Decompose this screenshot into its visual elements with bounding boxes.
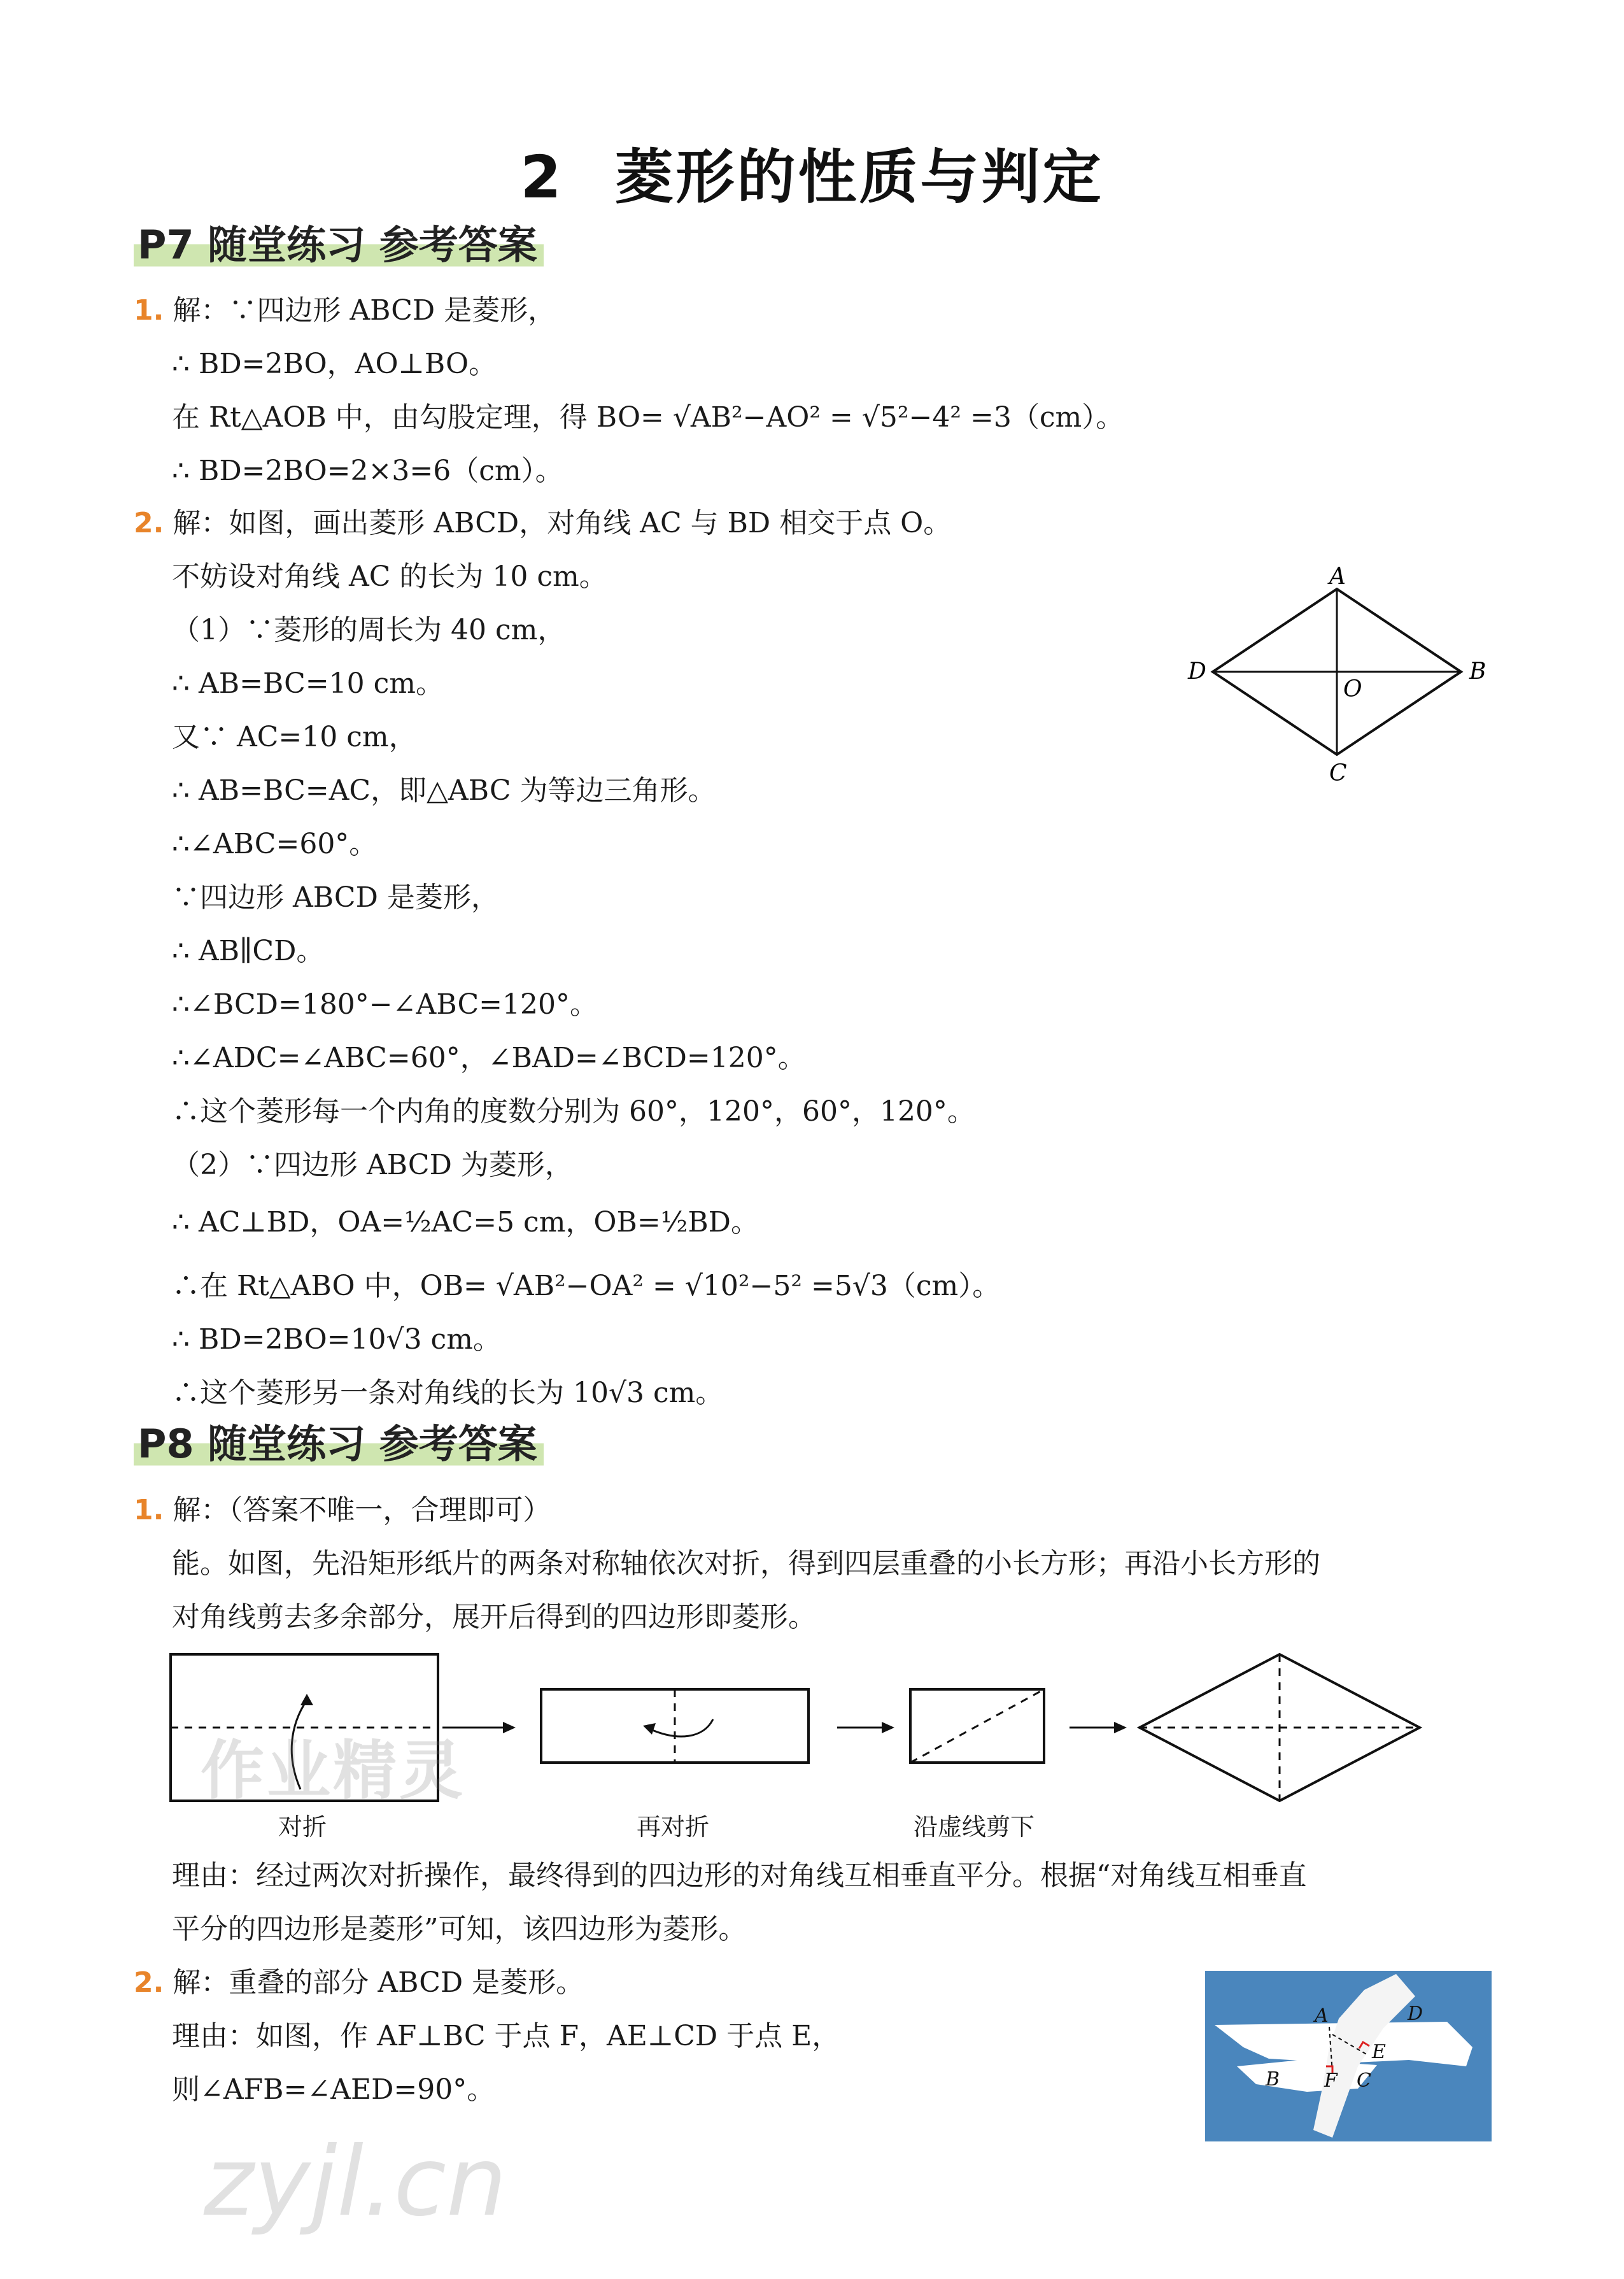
p7-q2-line-13: （2）∵四边形 ABCD 为菱形，	[172, 1149, 573, 1181]
p7-q1-line-4: ∴ BD=2BO=2×3=6（cm）。	[172, 455, 563, 487]
label-c: C	[1329, 760, 1347, 783]
p7-q2-line-7: ∴∠ABC=60°。	[172, 828, 378, 860]
section-heading-p8: P8 随堂练习 参考答案	[134, 1419, 544, 1470]
p7-q2-line-9: ∴ AB∥CD。	[172, 935, 325, 967]
fold-arrow-icon	[649, 1719, 713, 1736]
question-number: 1.	[134, 294, 164, 327]
photo-label-d: D	[1408, 2003, 1423, 2025]
p8-q2-line-2: 理由：如图，作 AF⊥BC 于点 F，AE⊥CD 于点 E，	[172, 2020, 840, 2052]
photo-label-e: E	[1372, 2041, 1386, 2063]
p7-q2-line-2: 不妨设对角线 AC 的长为 10 cm。	[172, 560, 607, 593]
photo-label-b: B	[1266, 2068, 1280, 2091]
arrow-head-icon	[300, 1694, 313, 1705]
title-text: 菱形的性质与判定	[614, 143, 1104, 211]
p7-q2-line-4: ∴ AB=BC=10 cm。	[172, 667, 444, 700]
p7-q2-line-10: ∴∠BCD=180°−∠ABC=120°。	[172, 988, 598, 1021]
label-b: B	[1469, 658, 1486, 685]
p8-q1-line-1: 1. 解：（答案不唯一，合理即可）	[134, 1494, 551, 1526]
p7-q2-line-16: ∴ BD=2BO=10√3 cm。	[172, 1323, 501, 1356]
label-o: O	[1343, 676, 1362, 702]
p7-q2-line-11: ∴∠ADC=∠ABC=60°，∠BAD=∠BCD=120°。	[172, 1042, 806, 1074]
page-title	[0, 131, 1624, 215]
watermark-middle: 作业精灵	[201, 1733, 465, 1808]
arrow-head-icon	[643, 1723, 656, 1735]
p8-q2-line-1: 2. 解：重叠的部分 ABCD 是菱形。	[134, 1966, 584, 1999]
overlap-strips-photo	[1205, 1971, 1492, 2141]
step-label-cut: 沿虚线剪下	[914, 1813, 1035, 1841]
p7-q2-line-14: ∴ AC⊥BD，OA=½AC=5 cm，OB=½BD。	[172, 1206, 759, 1239]
p7-q2-line-3: （1）∵菱形的周长为 40 cm，	[172, 614, 566, 646]
p8-q1-reason-2: 平分的四边形是菱形”可知，该四边形为菱形。	[172, 1913, 747, 1945]
section-heading-p7: P7 随堂练习 参考答案	[134, 220, 544, 271]
p7-q2-line-6: ∴ AB=BC=AC，即△ABC 为等边三角形。	[172, 774, 716, 807]
question-number: 2.	[134, 1966, 164, 1999]
step-label-fold-again: 再对折	[637, 1813, 710, 1841]
photo-label-a: A	[1315, 2005, 1329, 2027]
p7-q2-line-12: ∴这个菱形每一个内角的度数分别为 60°，120°，60°，120°。	[172, 1095, 975, 1128]
title-number: 2	[520, 143, 564, 211]
label-d: D	[1188, 658, 1206, 685]
p7-q1-line-2: ∴ BD=2BO，AO⊥BO。	[172, 348, 497, 380]
p7-q2-line-17: ∴这个菱形另一条对角线的长为 10√3 cm。	[172, 1377, 724, 1409]
p7-q2-line-8: ∵四边形 ABCD 是菱形，	[172, 881, 499, 914]
p7-q1-line-3: 在 Rt△AOB 中，由勾股定理，得 BO= √AB²−AO² = √5²−4² =3（cm）。	[172, 401, 1124, 434]
p7-q2-line-1: 2. 解：如图，画出菱形 ABCD，对角线 AC 与 BD 相交于点 O。	[134, 507, 952, 539]
p7-q1-line-1: 1. 解：∵四边形 ABCD 是菱形，	[134, 294, 556, 327]
watermark-bottom: zyjl.cn	[204, 2127, 507, 2238]
p8-q1-line-3: 对角线剪去多余部分，展开后得到的四边形即菱形。	[172, 1601, 816, 1633]
p8-q2-line-3: 则∠AFB=∠AED=90°。	[172, 2073, 495, 2106]
question-number: 2.	[134, 507, 164, 539]
arrow-head-icon	[882, 1722, 894, 1733]
p7-q2-line-5: 又∵ AC=10 cm，	[172, 721, 417, 753]
cut-line	[910, 1689, 1044, 1763]
label-a: A	[1329, 564, 1346, 590]
photo-label-c: C	[1357, 2070, 1371, 2092]
arrow-head-icon	[503, 1722, 516, 1733]
p8-q1-reason-1: 理由：经过两次对折操作，最终得到的四边形的对角线互相垂直平分。根据“对角线互相垂直	[172, 1859, 1307, 1892]
arrow-head-icon	[1114, 1722, 1127, 1733]
p7-q2-line-15: ∴在 Rt△ABO 中，OB= √AB²−OA² = √10²−5² =5√3（cm）。	[172, 1270, 1001, 1302]
step-label-fold: 对折	[278, 1813, 327, 1841]
photo-label-f: F	[1324, 2070, 1338, 2092]
question-number: 1.	[134, 1494, 164, 1526]
rhombus-figure	[1184, 560, 1490, 783]
p8-q1-line-2: 能。如图，先沿矩形纸片的两条对称轴依次对折，得到四层重叠的小长方形；再沿小长方形的	[172, 1547, 1320, 1580]
